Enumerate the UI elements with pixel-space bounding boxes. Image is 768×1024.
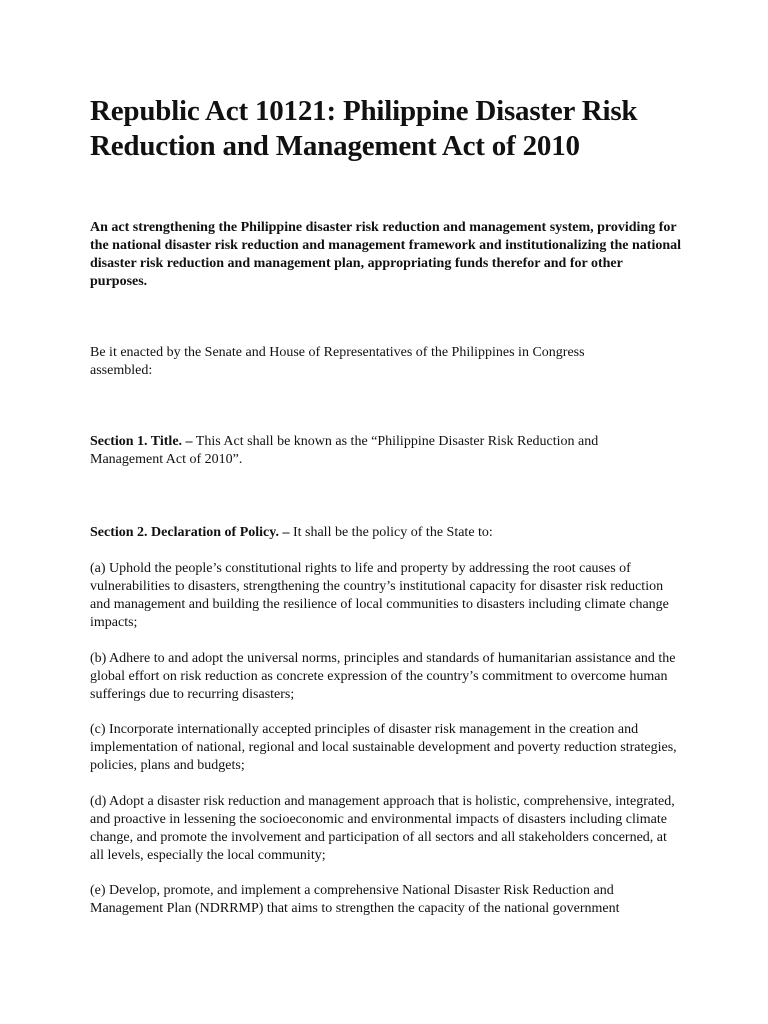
section-1 xyxy=(90,433,650,469)
section-2-heading: Section 2. Declaration of Policy. – xyxy=(90,525,290,540)
policy-item-d: (d) Adopt a disaster risk reduction and management approach that is holistic, comprehensive, integrated, and proactive in lessening the socioeconomic and environmental impacts of disasters including climate change, and promote the involvement and participation of all sectors and all stakeholders concerned, at all levels, especially the local community; xyxy=(90,794,675,863)
section-1-text: This Act shall be known as the “Philippine Disaster Risk Reduction and Management Act of 2010”. xyxy=(90,434,599,467)
section-2-text: It shall be the policy of the State to: xyxy=(289,525,493,540)
section-2 xyxy=(90,524,690,542)
policy-item-c: (c) Incorporate internationally accepted principles of disaster risk management in the creation and implementation of national, regional and local sustainable development and poverty reduction strategies, policies, plans and budgets; xyxy=(90,722,677,773)
section-1-heading: Section 1. Title. – xyxy=(90,434,193,449)
enacting-clause: Be it enacted by the Senate and House of Representatives of the Philippines in Congress assembled: xyxy=(90,345,585,378)
act-description: An act strengthening the Philippine disaster risk reduction and management system, providing for the national disaster risk reduction and management framework and institutionalizing the national disaster risk reduction and management plan, appropriating funds therefor and for other purposes. xyxy=(90,220,682,289)
policy-item-a: (a) Uphold the people’s constitutional rights to life and property by addressing the root causes of vulnerabilities to disasters, strengthening the country’s institutional capacity for disaster risk reduction and management and building the resilience of local communities to disasters including climate change impacts; xyxy=(90,561,669,630)
document-title: Republic Act 10121: Philippine Disaster Risk Reduction and Management Act of 2010 xyxy=(90,95,638,162)
policy-item-b: (b) Adhere to and adopt the universal norms, principles and standards of humanitarian assistance and the global effort on risk reduction as concrete expression of the country’s commitment to overcome human sufferings due to recurring disasters; xyxy=(90,651,676,702)
policy-item-e: (e) Develop, promote, and implement a comprehensive National Disaster Risk Reduction and Management Plan (NDRRMP) that aims to strengthen the capacity of the national government xyxy=(90,883,620,916)
